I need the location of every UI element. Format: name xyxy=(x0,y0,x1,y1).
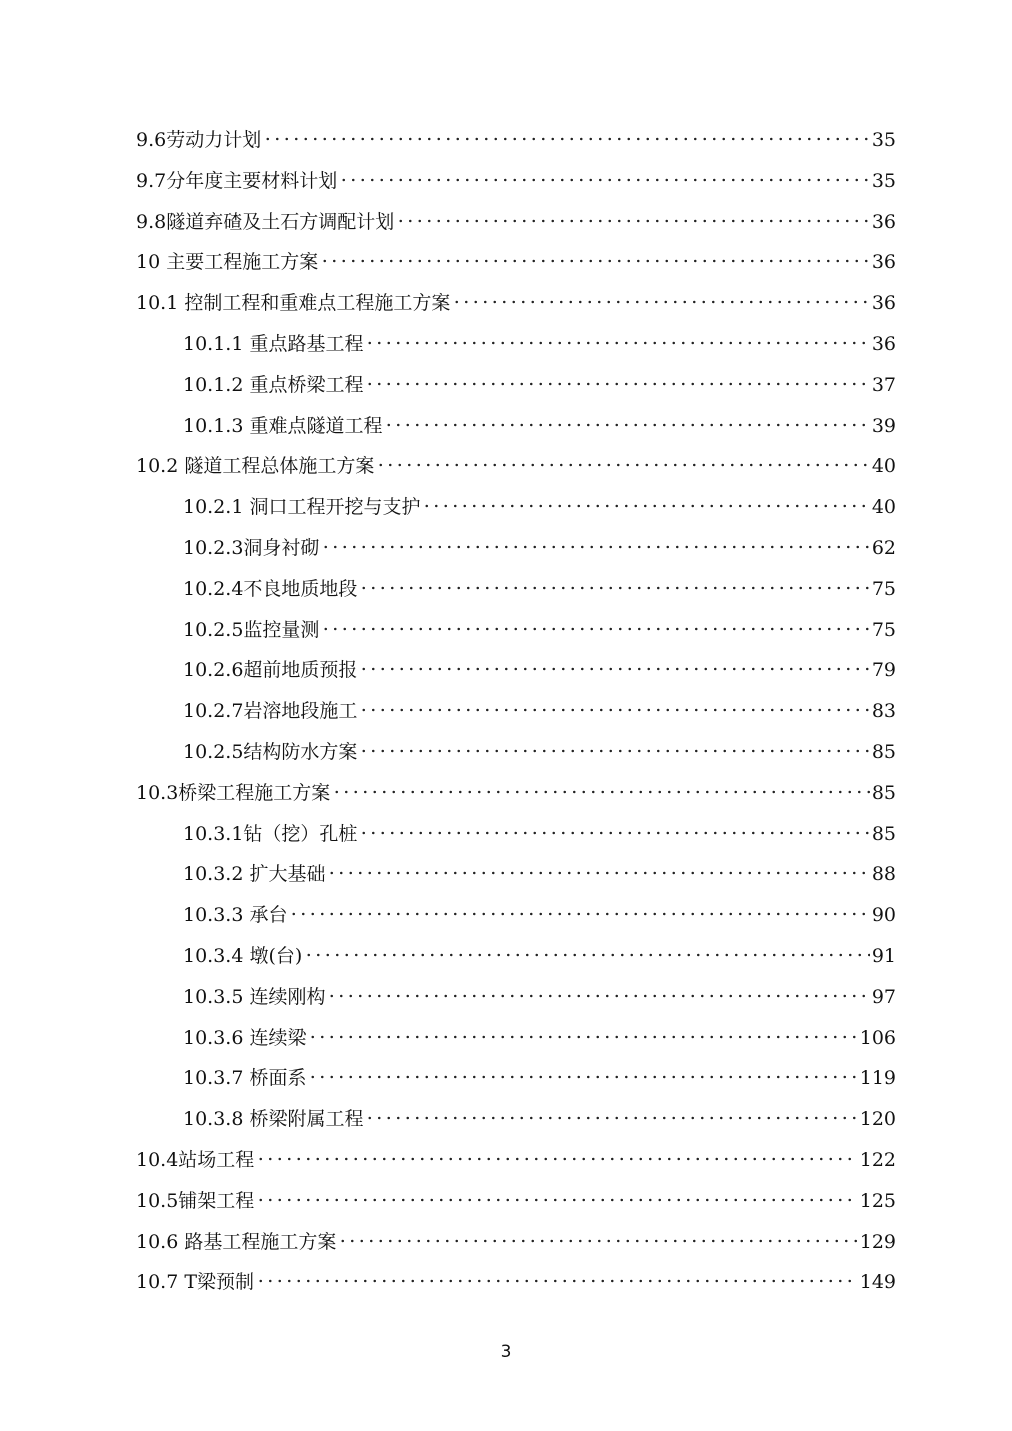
toc-dot-leader xyxy=(365,341,869,345)
toc-entry-page: 83 xyxy=(871,700,896,723)
toc-entry-title: 10.3.1钻（挖）孔桩 xyxy=(183,822,358,845)
page-number: 3 xyxy=(500,1342,512,1362)
toc-dot-leader xyxy=(321,627,869,631)
toc-dot-leader xyxy=(289,912,869,916)
toc-entry[interactable] xyxy=(183,982,896,1012)
toc-entry-title: 10.2.5监控量测 xyxy=(183,618,320,641)
toc-entry-title: 10.1.1 重点路基工程 xyxy=(183,333,364,355)
toc-entry-page: 91 xyxy=(871,945,896,967)
toc-entry-page: 35 xyxy=(871,169,896,192)
toc-entry[interactable] xyxy=(183,492,896,522)
toc-entry[interactable] xyxy=(136,125,896,155)
toc-entry[interactable] xyxy=(183,696,896,726)
toc-entry-title: 10.1.2 重点桥梁工程 xyxy=(183,373,364,396)
toc-entry-page: 129 xyxy=(859,1230,896,1253)
toc-entry-page: 88 xyxy=(871,863,896,886)
toc-entry[interactable] xyxy=(136,1145,896,1175)
toc-entry[interactable] xyxy=(136,247,896,277)
toc-dot-leader xyxy=(320,259,870,263)
toc-entry-title: 10.2 隧道工程总体施工方案 xyxy=(136,455,375,478)
toc-entry-page: 106 xyxy=(859,1026,896,1049)
toc-dot-leader xyxy=(359,749,869,753)
toc-entry-title: 10.3.2 扩大基础 xyxy=(183,863,326,886)
toc-entry[interactable] xyxy=(183,900,896,930)
toc-entry-title: 9.6劳动力计划 xyxy=(136,129,262,151)
toc-entry[interactable] xyxy=(183,411,896,441)
toc-entry-title: 10.6 路基工程施工方案 xyxy=(136,1230,337,1253)
toc-entry-title: 10.2.5结构防水方案 xyxy=(183,741,358,763)
toc-entry[interactable] xyxy=(183,370,896,400)
toc-entry-page: 36 xyxy=(871,210,896,233)
toc-dot-leader xyxy=(359,586,869,590)
toc-entry-title: 10.2.3洞身衬砌 xyxy=(183,537,320,559)
toc-entry-page: 35 xyxy=(871,129,896,151)
toc-entry-page: 85 xyxy=(871,781,896,804)
toc-entry-page: 37 xyxy=(871,373,896,396)
toc-entry-title: 10.3桥梁工程施工方案 xyxy=(136,781,331,804)
toc-entry-title: 10.4站场工程 xyxy=(136,1149,255,1171)
toc-entry-title: 10.1.3 重难点隧道工程 xyxy=(183,414,383,437)
toc-dot-leader xyxy=(384,423,869,427)
toc-entry-title: 10.5铺架工程 xyxy=(136,1189,255,1212)
toc-entry[interactable] xyxy=(183,1104,896,1134)
toc-entry-title: 9.7分年度主要材料计划 xyxy=(136,169,338,192)
toc-entry[interactable] xyxy=(136,1267,896,1297)
toc-entry-page: 62 xyxy=(871,537,896,559)
toc-entry[interactable] xyxy=(183,737,896,767)
toc-dot-leader xyxy=(359,831,869,835)
toc-dot-leader xyxy=(339,178,870,182)
toc-entry-page: 97 xyxy=(871,985,896,1008)
toc-dot-leader xyxy=(359,667,869,671)
toc-entry[interactable] xyxy=(136,1227,896,1257)
toc-dot-leader xyxy=(256,1198,857,1202)
toc-dot-leader xyxy=(359,708,869,712)
toc-entry[interactable] xyxy=(183,819,896,849)
toc-dot-leader xyxy=(327,871,869,875)
toc-entry[interactable] xyxy=(183,533,896,563)
toc-entry-title: 10.1 控制工程和重难点工程施工方案 xyxy=(136,292,451,315)
toc-entry-page: 36 xyxy=(871,251,896,274)
toc-dot-leader xyxy=(327,994,869,998)
toc-entry-page: 85 xyxy=(871,741,896,763)
toc-dot-leader xyxy=(396,219,870,223)
toc-entry-page: 90 xyxy=(871,904,896,927)
toc-entry-page: 75 xyxy=(871,618,896,641)
toc-entry-page: 125 xyxy=(859,1189,896,1212)
toc-dot-leader xyxy=(321,545,869,549)
toc-entry-title: 10.3.8 桥梁附属工程 xyxy=(183,1108,364,1131)
toc-entry-page: 39 xyxy=(871,414,896,437)
toc-entry-page: 40 xyxy=(871,496,896,519)
toc-entry[interactable] xyxy=(136,207,896,237)
toc-entry-title: 10.7 T梁预制 xyxy=(136,1271,255,1294)
toc-dot-leader xyxy=(376,463,869,467)
toc-dot-leader xyxy=(332,790,870,794)
toc-dot-leader xyxy=(365,1116,857,1120)
toc-entry-title: 10.2.6超前地质预报 xyxy=(183,659,358,682)
toc-dot-leader xyxy=(308,1035,857,1039)
toc-entry[interactable] xyxy=(183,859,896,889)
toc-entry[interactable] xyxy=(136,778,896,808)
toc-entry[interactable] xyxy=(183,329,896,359)
toc-entry-page: 119 xyxy=(859,1067,896,1090)
toc-entry-title: 10.2.7岩溶地段施工 xyxy=(183,700,358,723)
toc-entry-title: 10 主要工程施工方案 xyxy=(136,251,319,274)
toc-entry-page: 85 xyxy=(871,822,896,845)
toc-dot-leader xyxy=(256,1279,858,1283)
toc-entry[interactable] xyxy=(183,574,896,604)
toc-entry-page: 40 xyxy=(871,455,896,478)
toc-dot-leader xyxy=(308,1075,857,1079)
toc-entry-title: 9.8隧道弃碴及土石方调配计划 xyxy=(136,210,395,233)
toc-entry-title: 10.3.4 墩(台) xyxy=(183,945,303,967)
toc-dot-leader xyxy=(304,953,870,957)
toc-entry[interactable] xyxy=(136,1186,896,1216)
toc-entry[interactable] xyxy=(136,451,896,481)
toc-entry-title: 10.3.7 桥面系 xyxy=(183,1067,307,1090)
toc-entry[interactable] xyxy=(183,941,896,971)
toc-entry-page: 120 xyxy=(859,1108,896,1131)
toc-entry-title: 10.3.5 连续刚构 xyxy=(183,985,326,1008)
toc-entry-title: 10.3.3 承台 xyxy=(183,904,288,927)
toc-entry-title: 10.3.6 连续梁 xyxy=(183,1026,307,1049)
toc-entry-page: 79 xyxy=(871,659,896,682)
toc-dot-leader xyxy=(422,504,869,508)
toc-entry[interactable] xyxy=(183,1063,896,1093)
toc-dot-leader xyxy=(452,300,869,304)
toc-entry[interactable] xyxy=(183,655,896,685)
toc-entry-page: 36 xyxy=(871,333,896,355)
toc-entry[interactable] xyxy=(183,1023,896,1053)
toc-entry[interactable] xyxy=(136,166,896,196)
toc-dot-leader xyxy=(256,1157,857,1161)
toc-entry-page: 75 xyxy=(871,577,896,600)
toc-dot-leader xyxy=(365,382,869,386)
toc-dot-leader xyxy=(338,1239,857,1243)
toc-entry-page: 122 xyxy=(859,1149,896,1171)
toc-entry-title: 10.2.1 洞口工程开挖与支护 xyxy=(183,496,421,519)
toc-entry[interactable] xyxy=(136,288,896,318)
toc-entry-title: 10.2.4不良地质地段 xyxy=(183,577,358,600)
toc-dot-leader xyxy=(263,137,870,141)
toc-entry[interactable] xyxy=(183,615,896,645)
toc-entry-page: 149 xyxy=(859,1271,896,1294)
toc-entry-page: 36 xyxy=(871,292,896,315)
